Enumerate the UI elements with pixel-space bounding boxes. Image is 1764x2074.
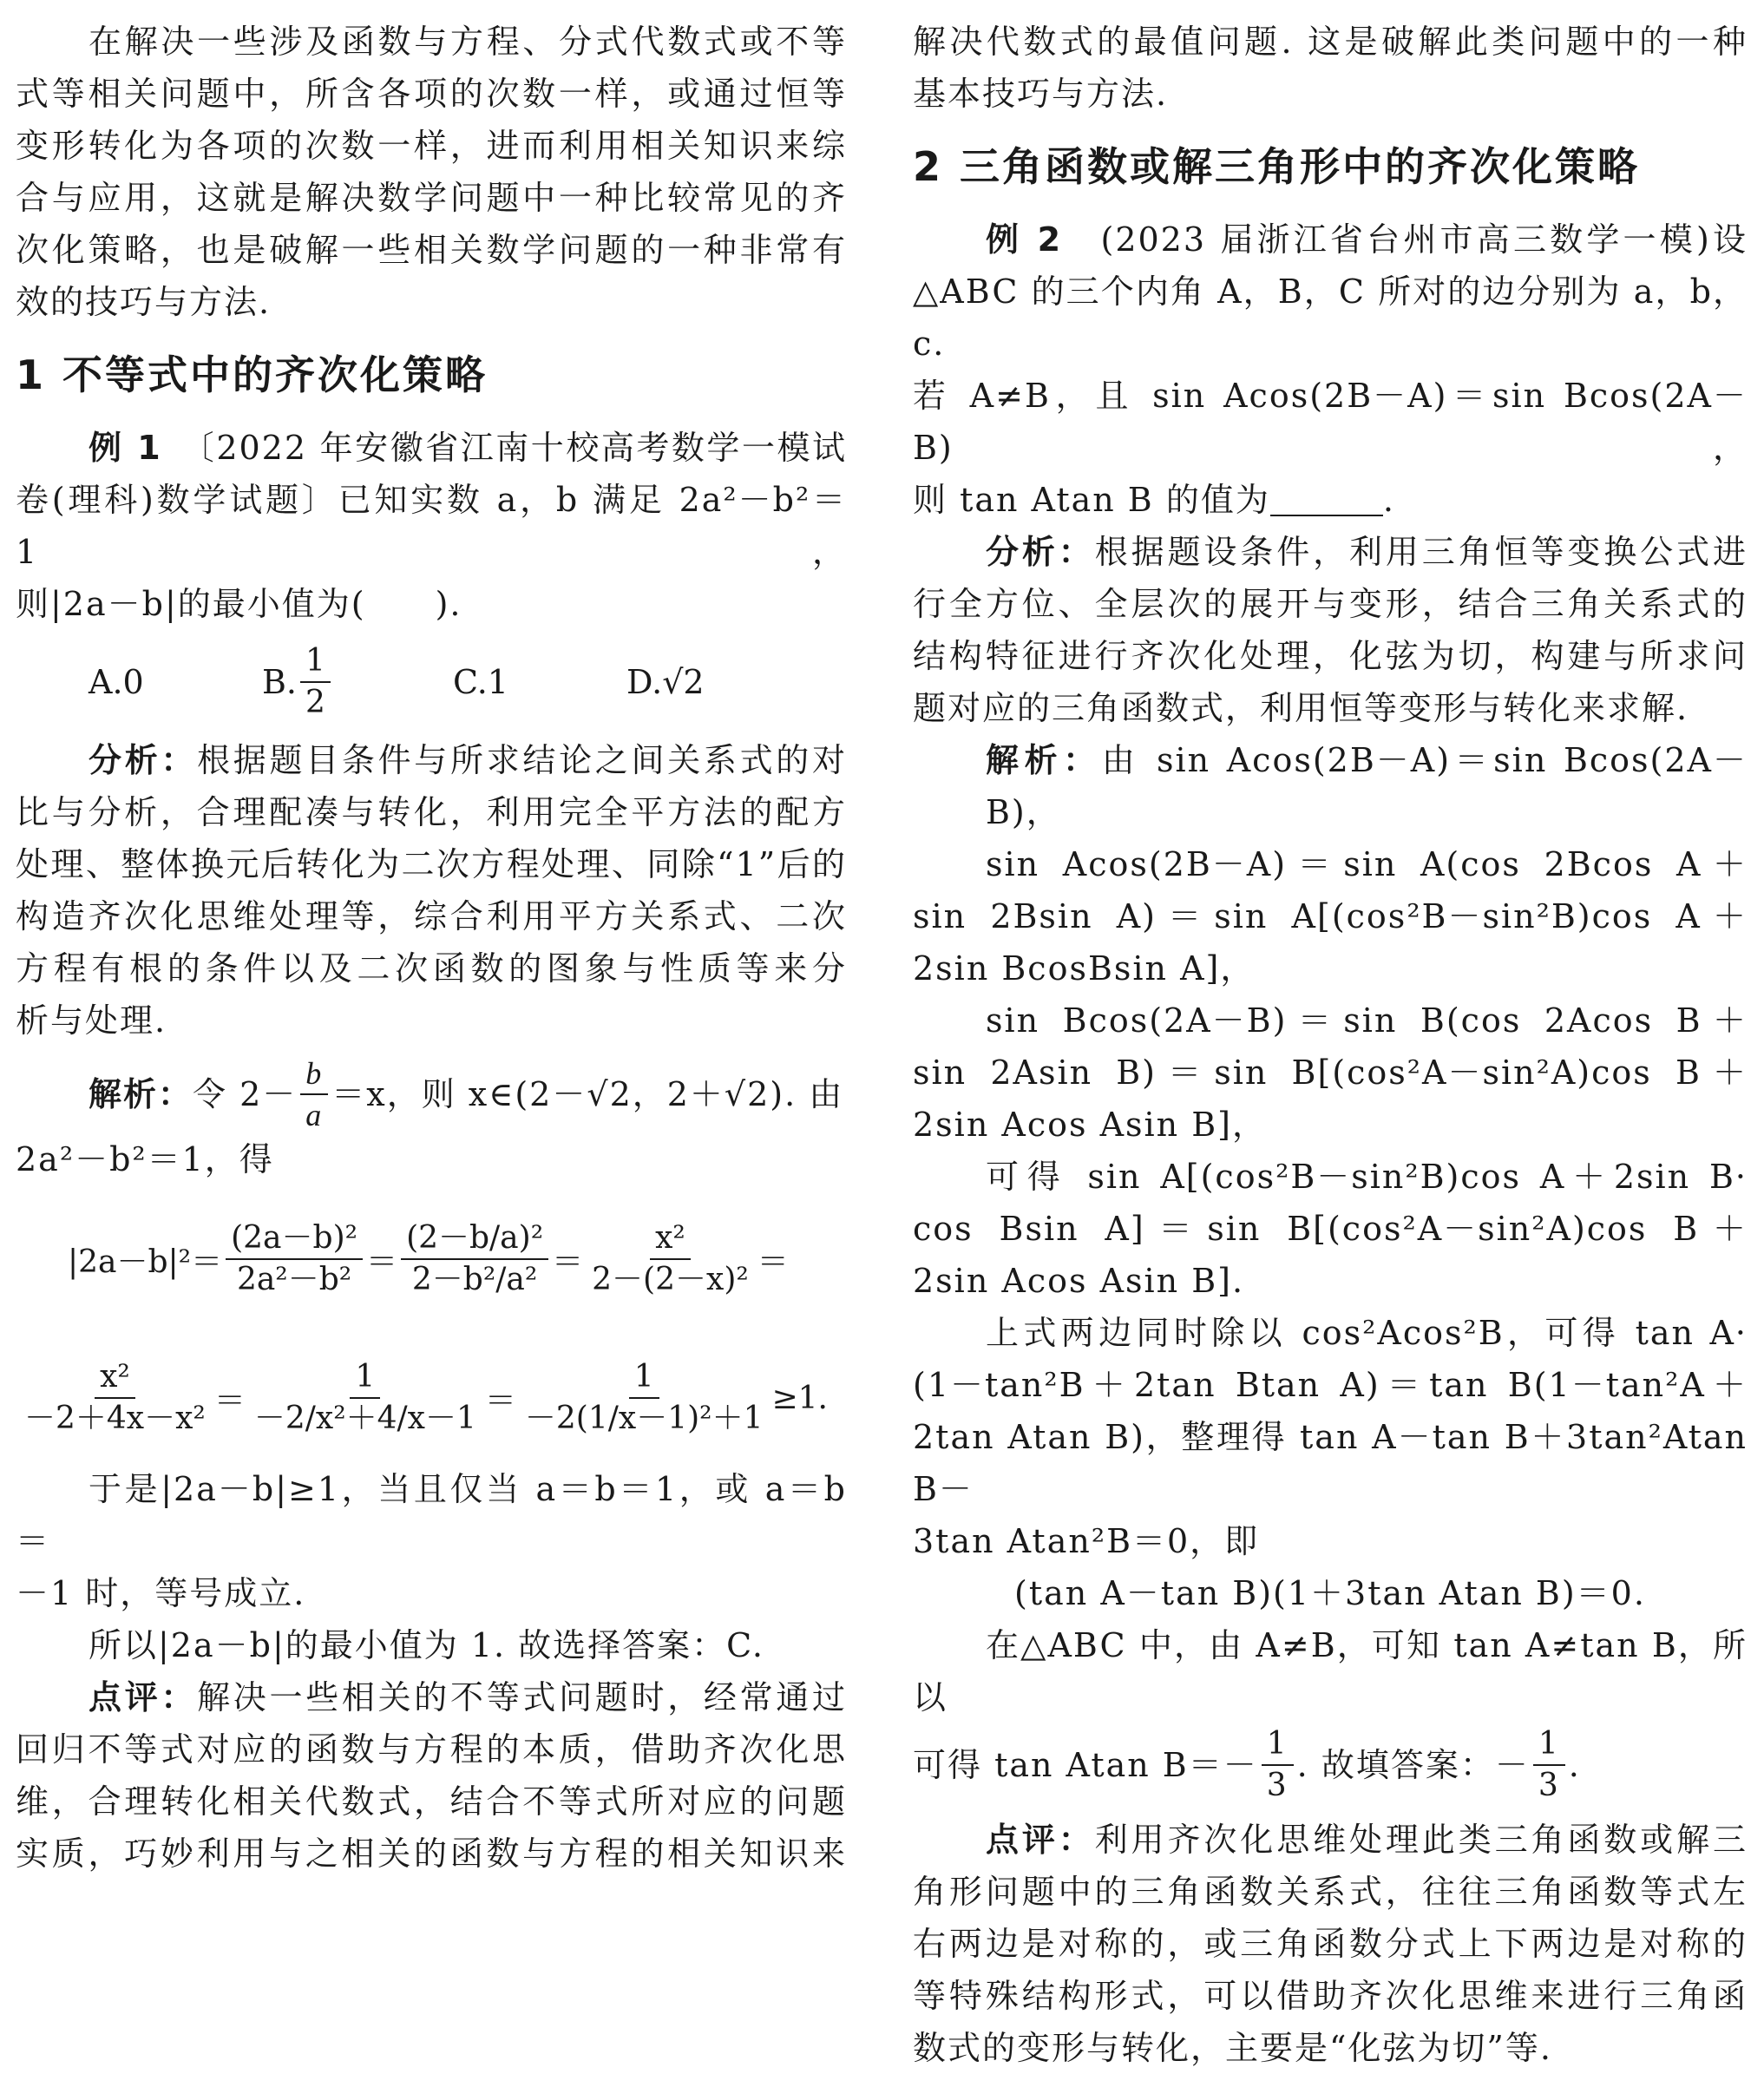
analysis-2-line: 行全方位、全层次的展开与变形，结合三角关系式的: [913, 585, 1748, 623]
analysis-2-line: 题对应的三角函数式，利用恒等变形与转化来求解.: [913, 689, 1689, 727]
choice-c: C.1: [453, 663, 508, 701]
comment-1-line: 维，合理转化相关代数式，结合不等式所对应的问题: [16, 1782, 847, 1821]
eq1-equals: ＝: [366, 1244, 398, 1280]
example-1-line: 则|2a－b|的最小值为( ).: [16, 585, 462, 623]
choice-b-denominator: 2: [305, 685, 325, 720]
eq1-frac1-num: (2a－b)²: [226, 1218, 363, 1260]
analysis-2-line: 根据题设条件，利用三角恒等变换公式进: [1094, 533, 1748, 571]
solution-2-line: sin 2Asin B)＝sin B[(cos²A－sin²A)cos B＋: [913, 1053, 1748, 1092]
comment-1-line: 回归不等式对应的函数与方程的本质，借助齐次化思: [16, 1730, 847, 1769]
final-frac-den: 3: [1538, 1768, 1560, 1803]
intro-line: 次化策略，也是破解一些相关数学问题的一种非常有: [16, 231, 847, 269]
analysis-1-line: 比与分析，合理配凑与转化，利用完全平方法的配方: [16, 793, 847, 831]
eq1-frac1-den: 2a²－b²: [236, 1262, 352, 1297]
solution-2-after: 在△ABC 中，由 A≠B，可知 tan A≠tan B，所以: [913, 1626, 1748, 1716]
section-2-title: 2 三角函数或解三角形中的齐次化策略: [913, 143, 1641, 190]
conclusion-line: 所以|2a－b|的最小值为 1. 故选择答案：C.: [89, 1626, 764, 1664]
solution-2-line: sin 2Bsin A)＝sin A[(cos²B－sin²B)cos A＋: [913, 897, 1748, 935]
solution-2-line: 2sin Acos Asin B]，: [913, 1106, 1267, 1144]
comment-1-line: 解决一些相关的不等式问题时，经常通过: [197, 1678, 847, 1716]
solution-2: 解析：由 sin Acos(2B－A)＝sin Bcos(2A－B)， sin Acos(2B－A)＝sin A(cos 2Bcos A＋ sin 2Bsin A)＝sin A[(cos²B－sin²B)cos A＋ 2sin BcosBsin A]， sin Bcos(2A－B)＝sin B(cos 2Acos B＋ sin 2Asin B)＝sin B[(cos²A－sin²A)cos B＋ 2sin Acos Asin B]， 可得 sin A[(cos²B－sin²B)cos A＋2sin B· cos Bsin A]＝sin B[(cos²A－sin²A)cos B＋ 2sin Acos Asin B]. 上式两边同时除以 cos²Acos²B，可得 tan A· (1－tan²B＋2tan Btan A)＝tan B(1－tan²A＋ 2tan Atan B)，整理得 tan A－tan B＋3tan²Atan B－ 3tan Atan²B＝0，即 (tan A－tan B)(1＋3tan Atan B)＝0. 在△ABC 中，由 A≠B，可知 tan A≠tan B，所以 可得 tan Atan B＝－ $\frac{1}{3}$ . 故填答案：－ $\frac{1}{3}$ .: [913, 734, 1748, 1807]
intro-line: 效的技巧与方法.: [16, 283, 272, 321]
intro-paragraph: [16, 16, 847, 328]
eq2-frac3-num: 1: [629, 1357, 659, 1399]
comment-1-label: 点评：: [89, 1678, 198, 1716]
comment-2-line: 等特殊结构形式，可以借助齐次化思维来进行三角函: [913, 1977, 1748, 2015]
solution-2-line: sin Bcos(2A－B)＝sin B(cos 2Acos B＋: [986, 1001, 1748, 1040]
choice-b: [262, 641, 453, 723]
example-2: 例 2 (2023 届浙江省台州市高三数学一模)设 △ABC 的三个内角 A，B，C 所对的边分别为 a，b，c. 若 A≠B，且 sin Acos(2B－A)＝sin Bcos(2A－B)， 则 tan Atan B 的值为 .: [913, 220, 1748, 519]
example-2-last: 则 tan Atan B 的值为: [913, 481, 1270, 519]
right-column: [913, 16, 1748, 2074]
solution-1-label: 解析：: [89, 1075, 193, 1113]
intro-line: 变形转化为各项的次数一样，进而利用相关知识来综: [16, 127, 847, 165]
example-1-line: 卷(理科)数学试题〕已知实数 a，b 满足 2a²－b²＝1，: [16, 481, 847, 571]
comment-2-line: 数式的变形与转化，主要是“化弦为切”等.: [913, 2029, 1552, 2067]
comment-1-line: 实质，巧妙利用与之相关的函数与方程的相关知识来: [16, 1834, 847, 1873]
continued-line: 解决代数式的最值问题. 这是破解此类问题中的一种: [913, 23, 1748, 61]
analysis-1-line: 处理、整体换元后转化为二次方程处理、同除“1”后的: [16, 845, 847, 883]
eq2-equals: ＝: [213, 1382, 246, 1419]
conclusion-line: －1 时，等号成立.: [16, 1574, 306, 1612]
analysis-1-line: 析与处理.: [16, 1001, 167, 1040]
solution-2-line: 上式两边同时除以 cos²Acos²B，可得 tan A·: [986, 1314, 1748, 1352]
solution-2-first: 由 sin Acos(2B－A)＝sin Bcos(2A－B)，: [986, 741, 1748, 831]
analysis-2-line: 结构特征进行齐次化处理，化弦为切，构建与所求问: [913, 637, 1748, 675]
continued-line: 基本技巧与方法.: [913, 75, 1169, 113]
solution-1-frac-num: b: [300, 1053, 328, 1095]
eq2-equals: ＝: [484, 1382, 516, 1419]
analysis-2: [913, 526, 1748, 734]
eq2-frac2-num: 1: [350, 1357, 380, 1399]
solution-2-final-pre: 可得 tan Atan B＝－: [913, 1746, 1258, 1784]
left-column: [16, 16, 847, 1880]
choice-b-label: B.: [262, 663, 298, 701]
comment-2-line: 角形问题中的三角函数关系式，往往三角函数等式左: [913, 1873, 1748, 1911]
example-2-label: 例 2: [986, 220, 1063, 259]
eq1-equals: ＝: [552, 1244, 584, 1280]
analysis-1-line: 方程有根的条件以及二次函数的图象与性质等来分: [16, 949, 847, 988]
comment-2-line: 右两边是对称的，或三角函数分式上下两边是对称的: [913, 1925, 1748, 1963]
eq1-frac2-num: (2－b/a)²: [401, 1218, 548, 1260]
eq2-frac1-num: x²: [95, 1357, 135, 1399]
solution-1-line: 2a²－b²＝1，得: [16, 1140, 274, 1178]
solution-2-final-mid: . 故填答案：－: [1296, 1746, 1530, 1784]
solution-1-frac-den: a: [305, 1098, 324, 1132]
eq1-frac3-num: x²: [650, 1218, 691, 1260]
analysis-1-line: 根据题目条件与所求结论之间关系式的对: [197, 741, 847, 779]
example-2-line: 若 A≠B，且 sin Acos(2B－A)＝sin Bcos(2A－B)，: [913, 377, 1748, 467]
choice-d: D.√2: [626, 663, 705, 701]
example-2-line: △ABC 的三个内角 A，B，C 所对的边分别为 a，b，c.: [913, 272, 1748, 363]
eq1-equals: ＝: [757, 1244, 789, 1280]
intro-line: 在解决一些涉及函数与方程、分式代数式或不等: [89, 23, 847, 61]
eq2-tail: ≥1.: [771, 1380, 828, 1416]
solution-1-pre: 令 2－: [193, 1075, 298, 1113]
solution-1: [16, 1055, 847, 1671]
analysis-1: [16, 734, 847, 1047]
conclusion-line: 于是|2a－b|≥1，当且仅当 a＝b＝1，或 a＝b＝: [16, 1470, 847, 1560]
solution-1-post: ＝x，则 x∈(2－√2，2＋√2). 由: [331, 1075, 844, 1113]
solution-2-center: (tan A－tan B)(1＋3tan Atan B)＝0.: [1014, 1574, 1646, 1612]
solution-2-line: 2sin BcosBsin A]，: [913, 949, 1256, 988]
eq1-frac3-den: 2－(2－x)²: [592, 1262, 749, 1297]
choice-a: A.0: [89, 663, 144, 701]
final-frac-den: 3: [1266, 1768, 1289, 1803]
intro-line: 式等相关问题中，所含各项的次数一样，或通过恒等: [16, 75, 847, 113]
final-frac-num: 1: [1262, 1724, 1294, 1766]
solution-2-line: 2sin Acos Asin B].: [913, 1262, 1245, 1300]
solution-2-line: cos Bsin A]＝sin B[(cos²A－sin²A)cos B＋: [913, 1210, 1748, 1248]
equation-1: [16, 1185, 847, 1333]
answer-blank: [1270, 480, 1383, 516]
solution-2-label: 解析：: [986, 741, 1102, 779]
eq2-frac3-den: －2(1/x－1)²＋1: [524, 1401, 764, 1436]
solution-2-line: 2tan Atan B)，整理得 tan A－tan B＋3tan²Atan B－: [913, 1418, 1748, 1508]
eq2-frac1-den: －2＋4x－x²: [24, 1401, 206, 1436]
analysis-2-label: 分析：: [986, 533, 1095, 571]
final-frac-num: 1: [1533, 1724, 1565, 1766]
equation-2: [16, 1333, 847, 1463]
comment-2-line: 利用齐次化思维处理此类三角函数或解三: [1094, 1821, 1748, 1859]
eq2-frac2-den: －2/x²＋4/x－1: [253, 1401, 476, 1436]
comment-2: [913, 1814, 1748, 2074]
analysis-1-label: 分析：: [89, 741, 198, 779]
eq1-frac2-den: 2－b²/a²: [411, 1262, 538, 1297]
solution-2-line: 可得 sin A[(cos²B－sin²B)cos A＋2sin B·: [986, 1158, 1748, 1196]
comment-1: [16, 1671, 847, 1880]
solution-2-line: (1－tan²B＋2tan Btan A)＝tan B(1－tan²A＋: [913, 1366, 1748, 1404]
example-1: [16, 422, 847, 630]
analysis-1-line: 构造齐次化思维处理等，综合利用平方关系式、二次: [16, 897, 847, 935]
example-2-line: (2023 届浙江省台州市高三数学一模)设: [1100, 220, 1748, 259]
answer-choices: [16, 630, 847, 734]
intro-line: 合与应用，这就是解决数学问题中一种比较常见的齐: [16, 179, 847, 217]
eq1-lhs: |2a－b|²＝: [68, 1244, 223, 1280]
solution-2-line: sin Acos(2B－A)＝sin A(cos 2Bcos A＋: [986, 845, 1748, 883]
solution-2-line: 3tan Atan²B＝0，即: [913, 1522, 1260, 1560]
example-1-label: 例 1: [89, 429, 162, 467]
section-1-title: 1 不等式中的齐次化策略: [16, 351, 489, 398]
example-1-line: 〔2022 年安徽省江南十校高考数学一模试: [197, 429, 847, 467]
choice-b-numerator: 1: [300, 641, 331, 683]
comment-2-label: 点评：: [986, 1821, 1095, 1859]
